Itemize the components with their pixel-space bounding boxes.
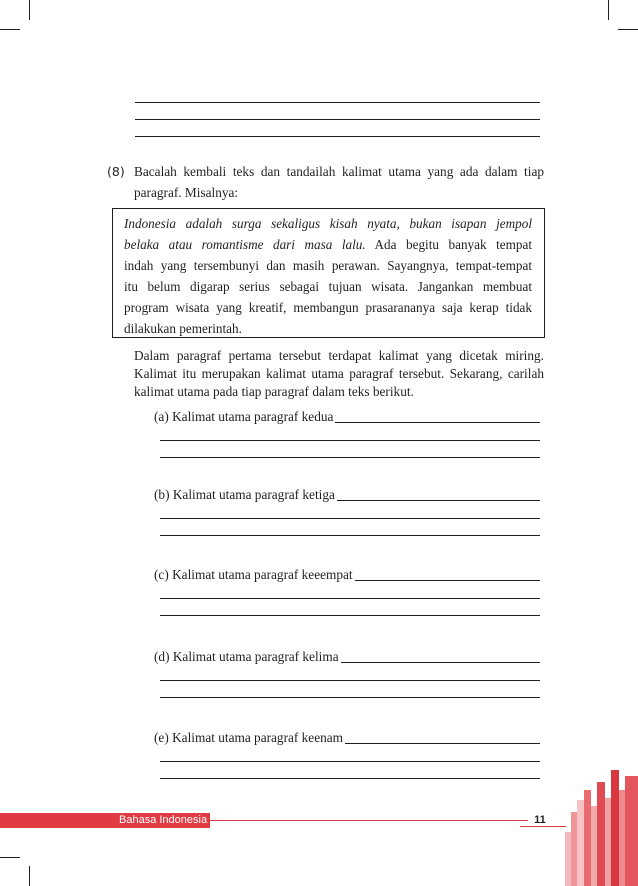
answer-line[interactable] — [160, 761, 540, 762]
answer-line[interactable] — [160, 440, 540, 441]
answer-line[interactable] — [160, 598, 540, 599]
crop-mark — [29, 0, 30, 20]
example-paragraph-box — [112, 208, 545, 338]
crop-mark — [29, 866, 30, 886]
answer-line[interactable] — [160, 615, 540, 616]
footer-rule — [210, 820, 528, 821]
decorative-bar — [584, 790, 591, 886]
decorative-bar — [611, 770, 619, 886]
item-label: (a) Kalimat utama paragraf kedua — [154, 406, 335, 427]
crop-mark — [0, 857, 20, 858]
decorative-bar — [625, 776, 638, 886]
explanation-line: Kalimat itu merupakan kalimat utama paragraf tersebut. Sekarang, carilah — [134, 366, 544, 381]
example-line: dilakukan pemerintah. — [124, 321, 242, 336]
answer-line — [135, 136, 540, 137]
example-line: itu belum digarap serius sebagai tujuan wisata. Jangankan membuat — [124, 279, 532, 294]
example-line: belaka atau romantisme dari masa lalu. Ada begitu banyak tempat — [124, 237, 532, 252]
answer-line[interactable] — [160, 680, 540, 681]
crop-mark — [0, 29, 20, 30]
example-line: program wisata yang kreatif, membangun prasarananya saja kerap tidak — [124, 300, 532, 315]
question-number: (8) — [107, 164, 125, 179]
example-line: Indonesia adalah surga sekaligus kisah nyata, bukan isapan jempol — [124, 216, 532, 231]
answer-line — [135, 102, 540, 103]
item-label: (d) Kalimat utama paragraf kelima — [154, 646, 341, 667]
crop-mark — [618, 29, 638, 30]
answer-line[interactable] — [160, 535, 540, 536]
crop-mark — [608, 0, 609, 20]
explanation-line: kalimat utama pada tiap paragraf dalam teks berikut. — [134, 384, 414, 399]
book-title: Bahasa Indonesia — [119, 814, 208, 826]
item-label: (b) Kalimat utama paragraf ketiga — [154, 484, 337, 505]
page-number-underline — [520, 826, 566, 827]
item-label: (c) Kalimat utama paragraf keeempat — [154, 564, 355, 585]
decorative-bar — [597, 782, 605, 886]
example-line: indah yang tersembunyi dan masih perawan. Sayangnya, tempat-tempat — [124, 258, 532, 273]
item-label: (e) Kalimat utama paragraf keenam — [154, 727, 345, 748]
decorative-bar — [577, 800, 584, 886]
question-text-line: paragraf. Misalnya: — [134, 185, 239, 200]
question-text-line: Bacalah kembali teks dan tandailah kalimat utama yang ada dalam tiap — [134, 164, 544, 179]
page-number: 11 — [534, 814, 546, 826]
answer-line[interactable] — [160, 457, 540, 458]
answer-line[interactable] — [160, 697, 540, 698]
explanation-line: Dalam paragraf pertama tersebut terdapat kalimat yang dicetak miring. — [134, 348, 544, 363]
answer-line[interactable] — [160, 518, 540, 519]
answer-line — [135, 119, 540, 120]
answer-line[interactable] — [160, 778, 540, 779]
